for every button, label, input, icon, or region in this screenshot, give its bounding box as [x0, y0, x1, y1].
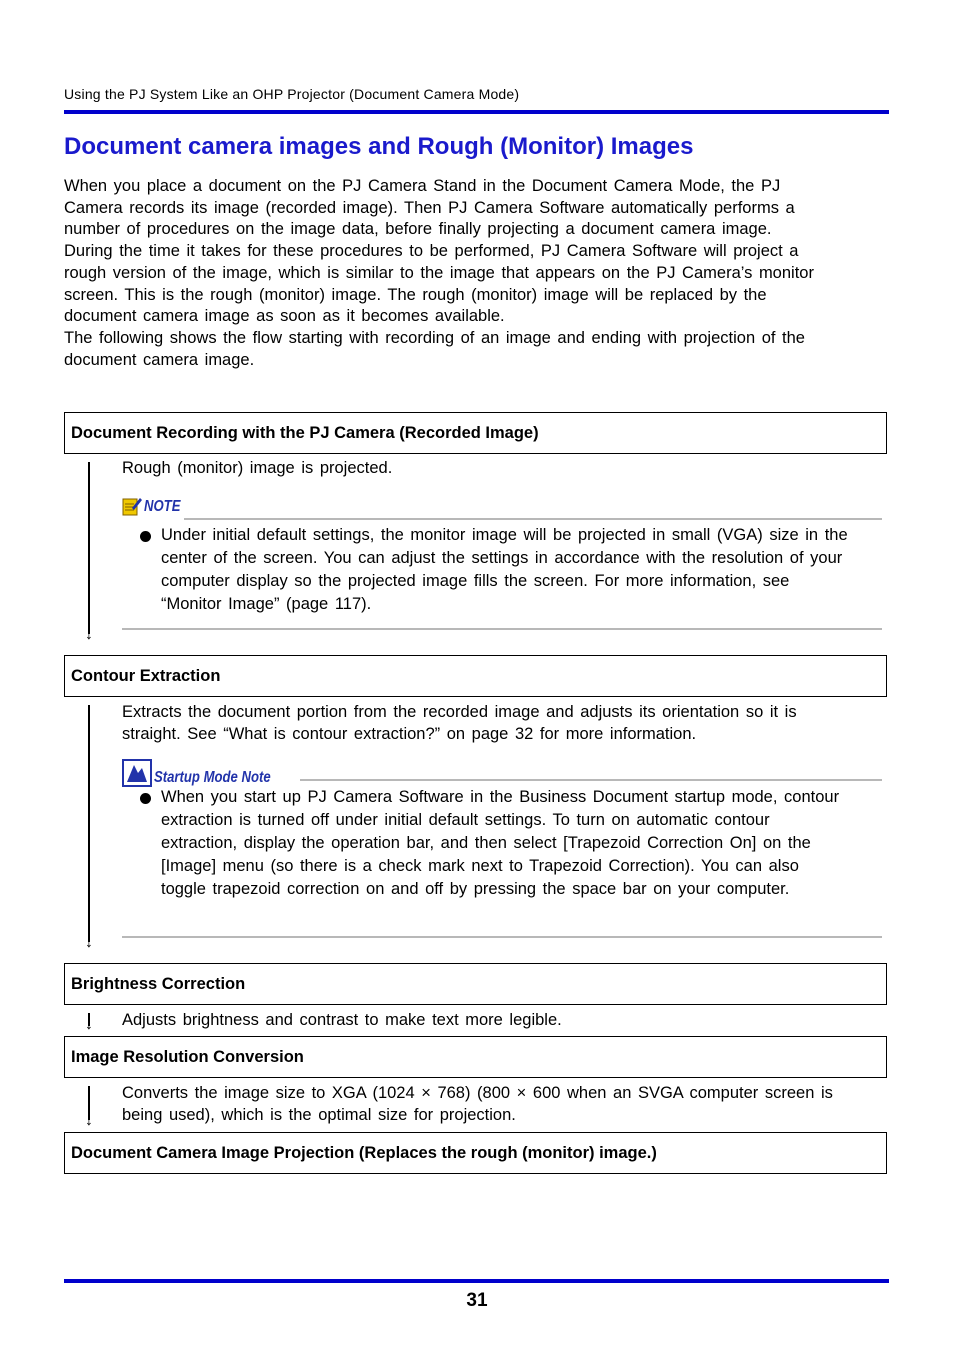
- flow-step-description: Converts the image size to XGA (1024 × 768) (800 × 600 when an SVGA computer screen is being used), which is the optimal size for projection.: [122, 1084, 833, 1124]
- down-arrow-icon: ↓: [85, 626, 93, 643]
- down-arrow-icon: ↓: [85, 1016, 93, 1033]
- intro-paragraph: During the time it takes for these procedures to be performed, PJ Camera Software will project a rough version of the image, which is similar to the image that appears on the PJ Camera’s monitor screen. This is the rough (monitor) image. The rough (monitor) image will be replaced by the document camera image as soon as it becomes available.: [64, 242, 814, 326]
- bullet-icon: [140, 531, 151, 542]
- startup-note-icon: [122, 759, 152, 787]
- flow-step-title: Document Recording with the PJ Camera (Recorded Image): [71, 424, 539, 442]
- note-end-rule: [122, 936, 882, 938]
- intro-text: [64, 176, 834, 371]
- note-rule: [184, 518, 882, 520]
- startup-note-heading: [122, 759, 296, 787]
- note-text: Under initial default settings, the monitor image will be projected in small (VGA) size in the center of the screen. You can adjust the settings in accordance with the resolution of your computer display so the projected image fills the screen. For more information, see “Monitor Image” (page 117).: [161, 526, 848, 613]
- flow-step-brightness-correction: [64, 963, 887, 1005]
- flow-step-contour-extraction: [64, 655, 887, 697]
- flow-step-description: Rough (monitor) image is projected.: [122, 459, 393, 477]
- page-number: 31: [466, 1290, 488, 1311]
- flow-step-description: Extracts the document portion from the recorded image and adjusts its orientation so it is straight. See “What is contour extraction?” on page 32 for more information.: [122, 703, 797, 743]
- note-rule: [300, 779, 882, 781]
- page-title: Document camera images and Rough (Monitor) Images: [64, 133, 694, 160]
- flow-step-description: Adjusts brightness and contrast to make text more legible.: [122, 1011, 562, 1029]
- note-text: When you start up PJ Camera Software in the Business Document startup mode, contour extraction is turned off under initial default settings. To turn on automatic contour extraction, display the operation bar, and then select [Trapezoid Correction On] on the [Image] menu (so there is a check mark next to Trapezoid Correction). You can also toggle trapezoid correction on and off by pressing the space bar on your computer.: [161, 788, 840, 898]
- note-bullet: [140, 786, 850, 901]
- intro-paragraph: When you place a document on the PJ Camera Stand in the Document Camera Mode, the PJ Camera records its image (recorded image). Then PJ Camera Software automatically performs a number of procedures on the image data, before finally projecting a document camera image.: [64, 177, 795, 239]
- note-label: Startup Mode Note: [154, 769, 271, 786]
- note-end-rule: [122, 628, 882, 630]
- flow-step-title: Image Resolution Conversion: [71, 1048, 304, 1066]
- note-icon: [122, 496, 142, 516]
- flow-step-title: Document Camera Image Projection (Replaces the rough (monitor) image.): [71, 1144, 657, 1162]
- flow-step-title: Brightness Correction: [71, 975, 246, 993]
- note-bullet: [140, 524, 850, 616]
- flow-connector: [88, 462, 90, 634]
- flow-step-title: Contour Extraction: [71, 667, 221, 685]
- note-label: NOTE: [144, 498, 181, 515]
- running-head: Using the PJ System Like an OHP Projector (Document Camera Mode): [64, 86, 520, 102]
- header-rule: [64, 110, 889, 114]
- bullet-icon: [140, 793, 151, 804]
- note-heading: [122, 496, 188, 516]
- flow-step-recording: [64, 412, 887, 454]
- flow-step-resolution-conversion: [64, 1036, 887, 1078]
- down-arrow-icon: ↓: [85, 934, 93, 951]
- flow-connector: [88, 705, 90, 942]
- down-arrow-icon: ↓: [85, 1112, 93, 1129]
- intro-paragraph: The following shows the flow starting with recording of an image and ending with projection of the document camera image.: [64, 328, 805, 369]
- flow-step-projection: [64, 1132, 887, 1174]
- footer-rule: [64, 1279, 889, 1283]
